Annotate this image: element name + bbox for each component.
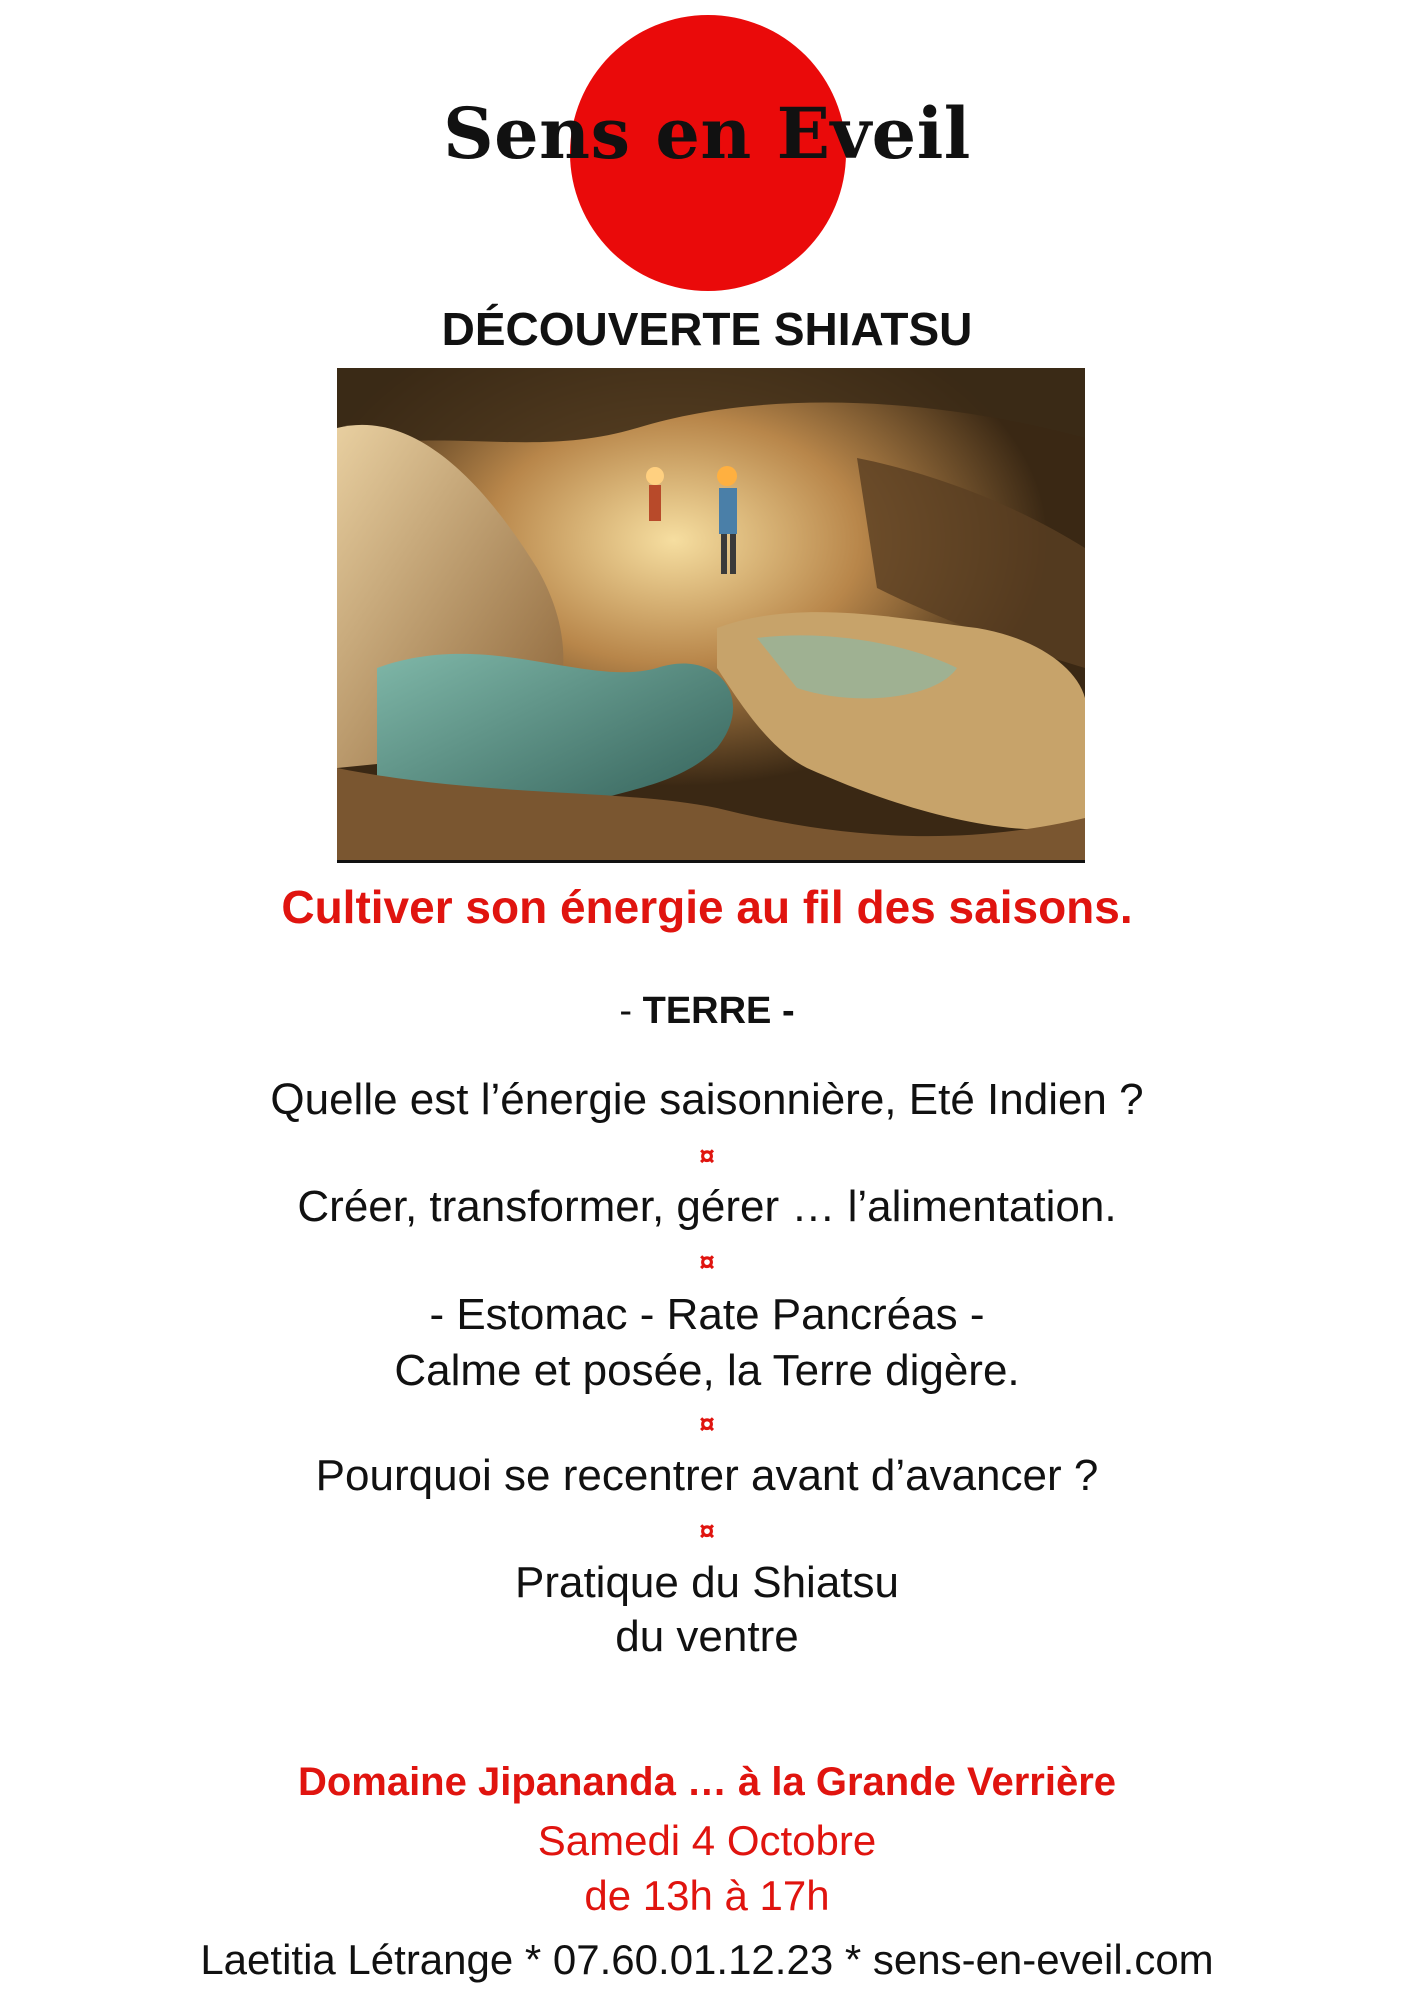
practice-line-2: du ventre — [615, 1612, 799, 1661]
section-prefix: - — [619, 990, 643, 1032]
question-alimentation: Créer, transformer, gérer … l’alimentation. — [297, 1182, 1117, 1231]
venue: Domaine Jipananda … à la Grande Verrière — [297, 1760, 1117, 1804]
terre-digere-line: Calme et posée, la Terre digère. — [394, 1346, 1020, 1395]
page-title: DÉCOUVERTE SHIATSU — [441, 303, 973, 355]
question-recentrer: Pourquoi se recentrer avant d’avancer ? — [315, 1451, 1099, 1500]
contact-line: Laetitia Létrange * 07.60.01.12.23 * sens-en-eveil.com — [200, 1936, 1214, 1983]
practice-line-1: Pratique du Shiatsu — [514, 1558, 900, 1607]
section-header — [0, 990, 1414, 1033]
section-label: TERRE - — [642, 990, 795, 1032]
separator-1: ¤ — [699, 1140, 715, 1171]
event-date: Samedi 4 Octobre — [537, 1817, 877, 1864]
event-time: de 13h à 17h — [584, 1872, 830, 1919]
separator-4: ¤ — [699, 1515, 715, 1546]
cave-photo — [337, 368, 1085, 863]
question-energy: Quelle est l’énergie saisonnière, Eté Indien ? — [270, 1075, 1144, 1124]
separator-2: ¤ — [699, 1246, 715, 1277]
tagline: Cultiver son énergie au fil des saisons. — [281, 881, 1133, 933]
brand-name: Sens en Eveil — [443, 92, 971, 175]
separator-3: ¤ — [699, 1408, 715, 1439]
organs-line: - Estomac - Rate Pancréas - — [429, 1290, 985, 1339]
